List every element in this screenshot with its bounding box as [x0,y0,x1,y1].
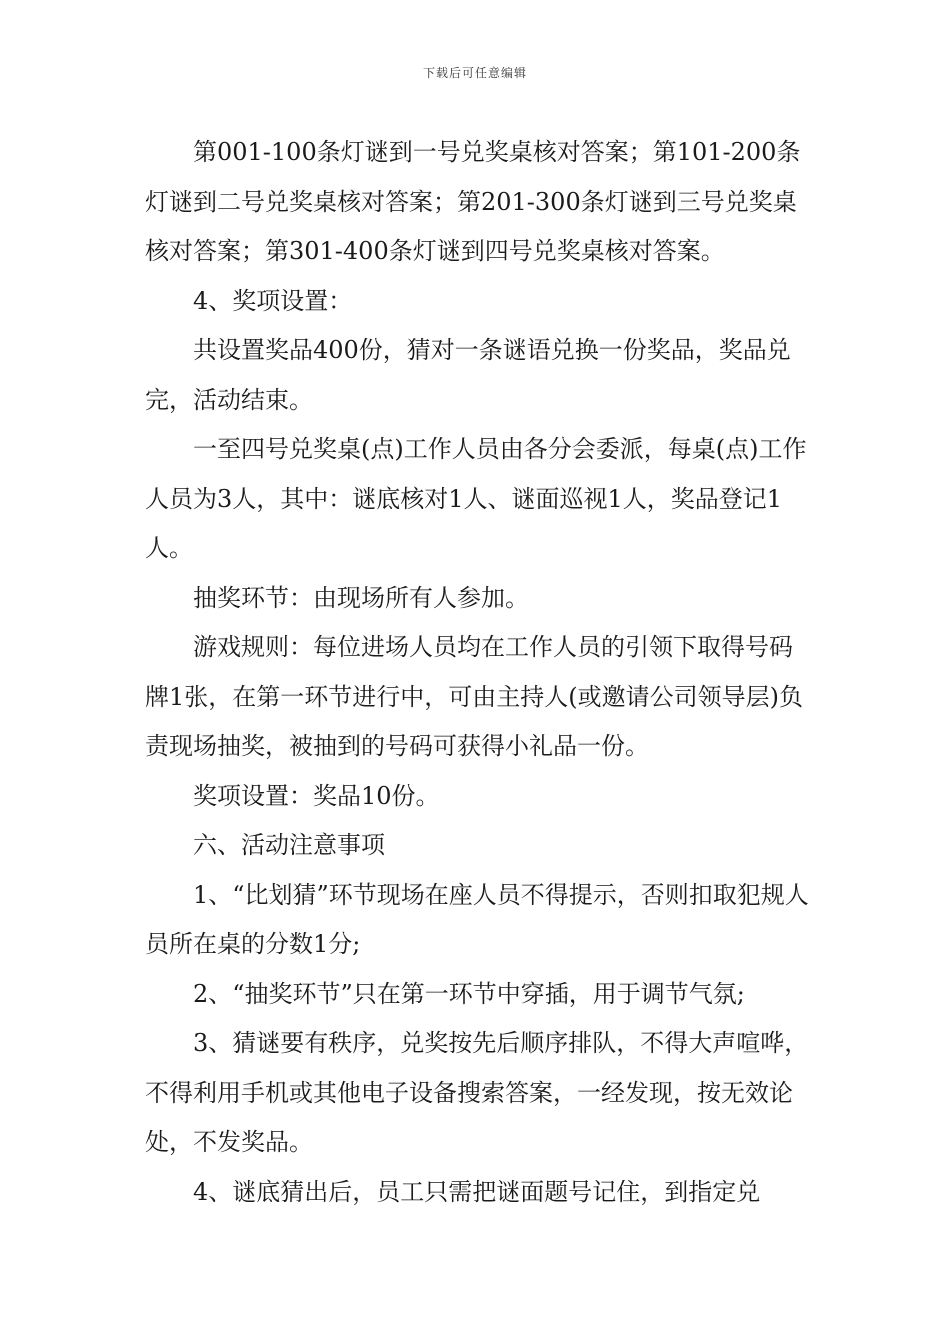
paragraph-lottery: 抽奖环节：由现场所有人参加。 [193,583,529,612]
paragraph-note-4: 4、谜底猜出后，员工只需把谜面题号记住，到指定兑 [193,1177,761,1206]
paragraph-lottery-prizes: 奖项设置：奖品10份。 [193,781,440,810]
document-body [145,128,810,1217]
paragraph-note-3: 3、猜谜要有秩序，兑奖按先后顺序排队，不得大声喧哗，不得利用手机或其他电子设备搜索答案，一经发现，按无效论处，不发奖品。 [145,1029,809,1156]
paragraph-game-rules: 游戏规则：每位进场人员均在工作人员的引领下取得号码牌1张，在第一环节进行中，可由主持人(或邀请公司领导层)负责现场抽奖，被抽到的号码可获得小礼品一份。 [145,633,803,760]
section-heading-notes: 六、活动注意事项 [193,831,385,859]
paragraph-prize-heading: 4、奖项设置： [193,286,353,315]
paragraph-staff: 一至四号兑奖桌(点)工作人员由各分会委派，每桌(点)工作人员为3人，其中：谜底核对1人、谜面巡视1人，奖品登记1人。 [145,435,807,562]
paragraph-note-2: 2、“抽奖环节”只在第一环节中穿插，用于调节气氛; [193,979,745,1008]
page-header: 下载后可任意编辑 [422,66,527,80]
paragraph-answer-tables: 第001-100条灯谜到一号兑奖桌核对答案；第101-200条灯谜到二号兑奖桌核对答案；第201-300条灯谜到三号兑奖桌核对答案；第301-400条灯谜到四号兑奖桌核对答案。 [145,138,801,265]
paragraph-note-1: 1、“比划猜”环节现场在座人员不得提示，否则扣取犯规人员所在桌的分数1分; [145,880,809,958]
paragraph-prize-total: 共设置奖品400份，猜对一条谜语兑换一份奖品，奖品兑完，活动结束。 [145,336,791,414]
